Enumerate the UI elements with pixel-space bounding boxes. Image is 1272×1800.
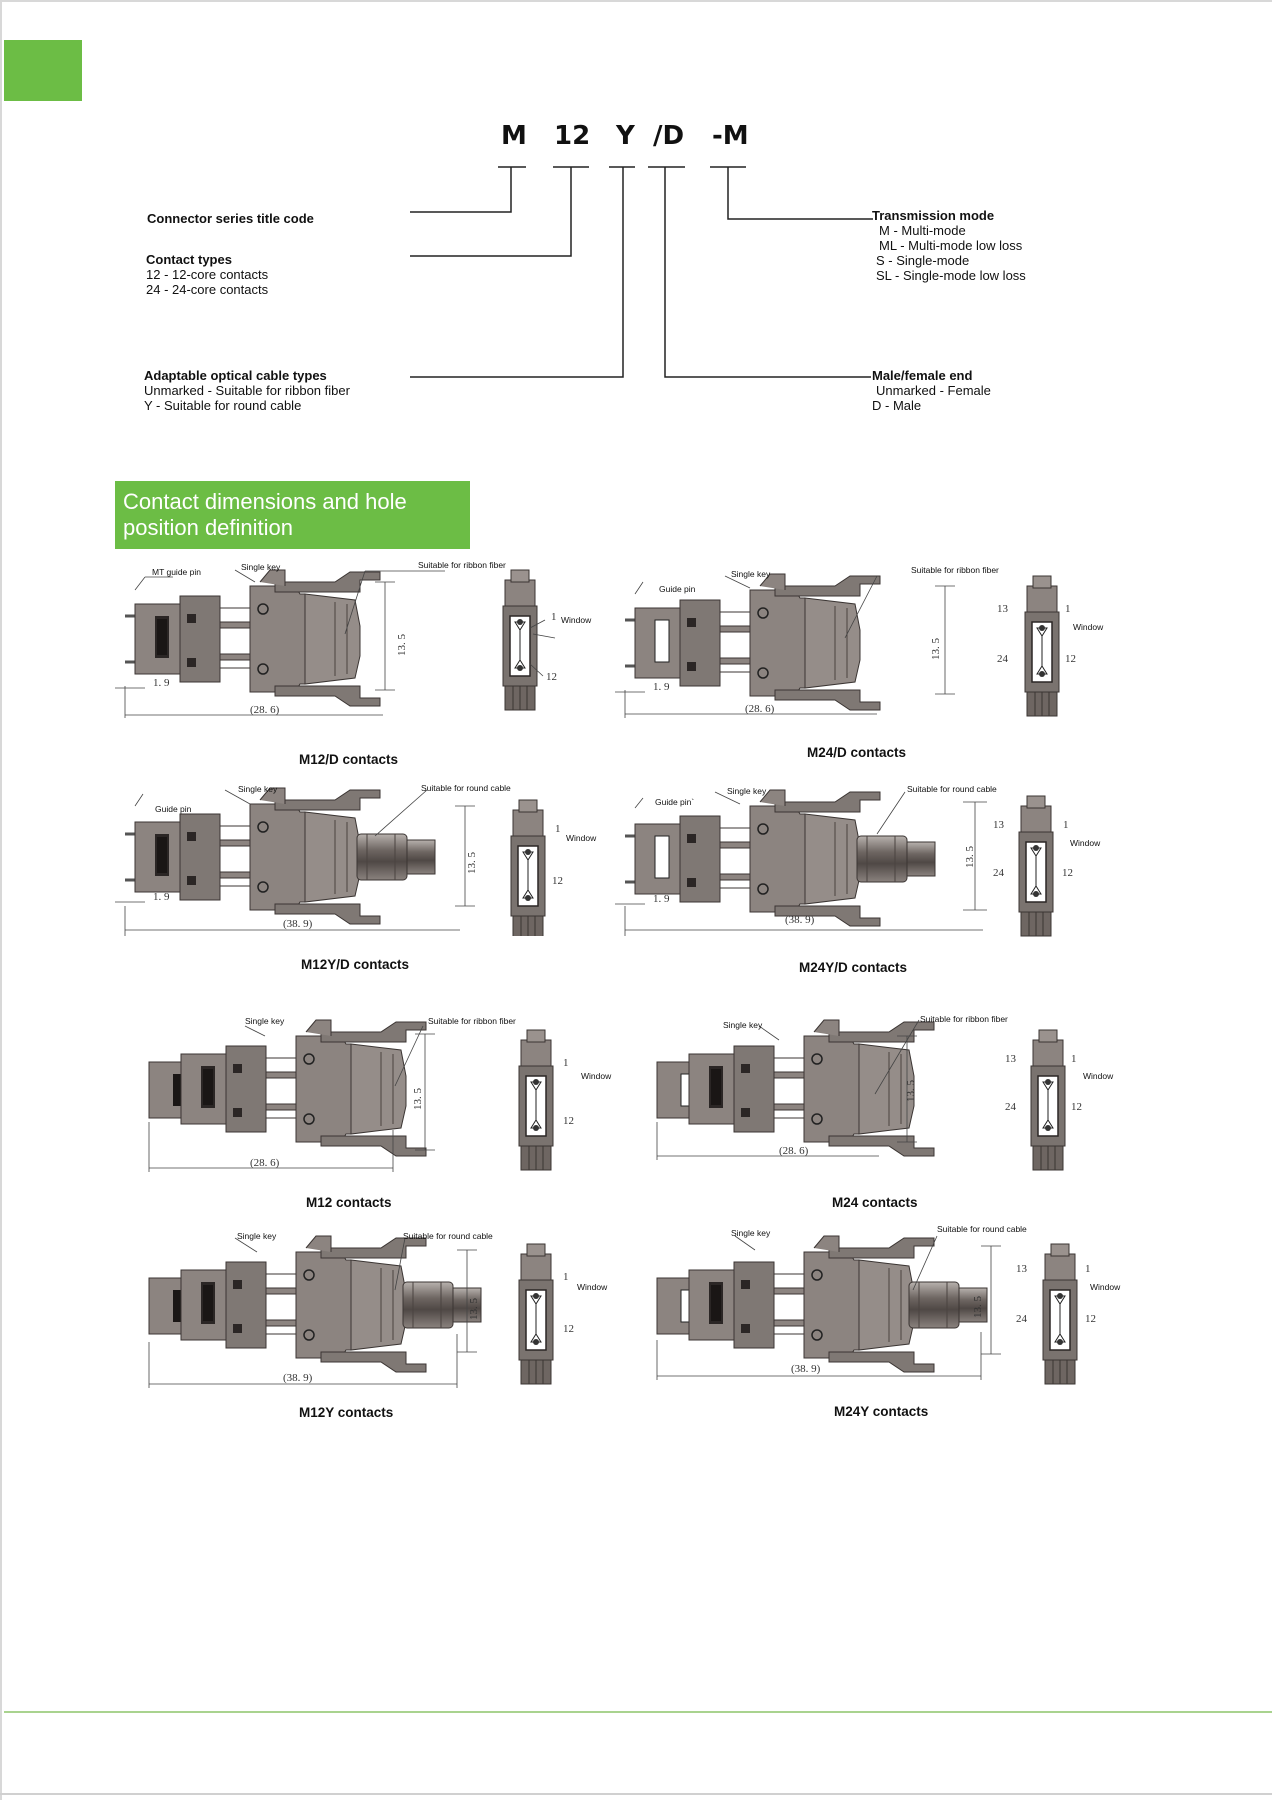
label-window: Window: [566, 833, 597, 843]
label-contact-types: [146, 252, 268, 297]
dim-38-9: (38. 9): [283, 1372, 313, 1384]
pin-12-label: 12: [552, 875, 563, 887]
gender-title: Male/female end: [872, 368, 973, 383]
label-single-key: Single key: [723, 1020, 763, 1030]
dim-38-9: (38. 9): [785, 914, 815, 926]
label-male-female: [872, 368, 991, 413]
code-part-gender: /D: [653, 121, 685, 151]
dim-28-6: (28. 6): [745, 703, 775, 715]
dim-1-9: 1. 9: [153, 891, 170, 903]
dim-13-5: 13. 5: [412, 1088, 424, 1110]
label-transmission-mode: [872, 208, 1026, 283]
drawing-m12: [145, 1010, 645, 1180]
label-suitable-ribbon: Suitable for ribbon fiber: [920, 1014, 1008, 1024]
page-bottom-border: [0, 1793, 1272, 1795]
label-guide-pin: Guide pin: [155, 804, 192, 814]
pin-12-label: 12: [1065, 653, 1076, 665]
label-window: Window: [577, 1282, 608, 1292]
pin-13-label: 13: [1005, 1053, 1016, 1065]
pin-12-label: 12: [1071, 1101, 1082, 1113]
dim-13-5: 13. 5: [396, 634, 408, 656]
pin-24-label: 24: [1005, 1101, 1016, 1113]
caption-m24y: M24Y contacts: [834, 1404, 929, 1419]
cable-types-title: Adaptable optical cable types: [144, 368, 327, 383]
pin-12-label: 12: [546, 671, 557, 683]
section-title: Contact dimensions and hole position definition: [115, 481, 470, 549]
gender-line: D - Male: [872, 398, 922, 413]
label-window: Window: [1070, 838, 1101, 848]
pin-24-label: 24: [1016, 1313, 1027, 1325]
pin-1-label: 1: [1065, 603, 1071, 615]
label-mt-guide-pin: MT guide pin: [152, 567, 201, 577]
dim-13-5: 13. 5: [930, 638, 942, 660]
gender-line: Unmarked - Female: [876, 383, 991, 398]
transmission-line: S - Single-mode: [876, 253, 970, 268]
pin-13-label: 13: [997, 603, 1008, 615]
pin-12-label: 12: [1085, 1313, 1096, 1325]
pin-13-label: 13: [1016, 1263, 1027, 1275]
dim-1-9: 1. 9: [653, 893, 670, 905]
dim-38-9: (38. 9): [283, 918, 313, 930]
pin-24-label: 24: [993, 867, 1004, 879]
label-suitable-round: Suitable for round cable: [403, 1231, 493, 1241]
pin-1-label: 1: [1071, 1053, 1077, 1065]
dim-13-5: 13. 5: [964, 846, 976, 868]
label-window: Window: [1090, 1282, 1121, 1292]
label-suitable-round: Suitable for round cable: [937, 1224, 1027, 1234]
label-window: Window: [1083, 1071, 1114, 1081]
dim-13-5: 13. 5: [466, 852, 478, 874]
code-part-cable: Y: [616, 121, 635, 151]
cable-types-line: Y - Suitable for round cable: [144, 398, 302, 413]
caption-m12d: M12/D contacts: [299, 752, 399, 767]
label-window: Window: [1073, 622, 1104, 632]
caption-m24yd: M24Y/D contacts: [799, 960, 908, 975]
caption-m12y: M12Y contacts: [299, 1405, 394, 1420]
label-single-key: Single key: [727, 786, 767, 796]
label-single-key: Single key: [237, 1231, 277, 1241]
drawing-m24d: [615, 562, 1135, 722]
pin-12-label: 12: [1062, 867, 1073, 879]
dim-28-6: (28. 6): [250, 704, 280, 716]
label-suitable-ribbon: Suitable for ribbon fiber: [911, 565, 999, 575]
dim-13-5: 13. 5: [468, 1298, 480, 1320]
pin-1-label: 1: [563, 1271, 569, 1283]
dim-13-5: 13. 5: [905, 1080, 917, 1102]
dim-1-9: 1. 9: [153, 677, 170, 689]
footer-divider: [4, 1711, 1272, 1713]
dim-13-5: 13. 5: [972, 1296, 984, 1318]
pin-12-label: 12: [563, 1323, 574, 1335]
drawing-m12y: [145, 1224, 645, 1394]
label-window: Window: [561, 615, 592, 625]
dim-28-6: (28. 6): [779, 1145, 809, 1157]
caption-m24d: M24/D contacts: [807, 745, 907, 760]
pin-13-label: 13: [993, 819, 1004, 831]
pin-12-label: 12: [563, 1115, 574, 1127]
label-guide-pin: Guide pin`: [655, 797, 695, 807]
drawing-m24: [655, 1010, 1155, 1180]
dim-38-9: (38. 9): [791, 1363, 821, 1375]
drawing-m12d: [115, 560, 635, 720]
pin-1-label: 1: [555, 823, 561, 835]
transmission-line: ML - Multi-mode low loss: [879, 238, 1023, 253]
pin-1-label: 1: [551, 611, 557, 623]
pin-1-label: 1: [1063, 819, 1069, 831]
code-part-series: M: [501, 121, 527, 151]
contact-types-title: Contact types: [146, 252, 232, 267]
label-window: Window: [581, 1071, 612, 1081]
drawing-m24yd: [615, 778, 1135, 938]
drawing-m12yd: [115, 776, 635, 936]
label-suitable-ribbon: Suitable for ribbon fiber: [428, 1016, 516, 1026]
label-suitable-round: Suitable for round cable: [907, 784, 997, 794]
label-single-key: Single key: [245, 1016, 285, 1026]
caption-m12: M12 contacts: [306, 1195, 392, 1210]
label-single-key: Single key: [731, 1228, 771, 1238]
label-cable-types: [144, 368, 350, 413]
label-series-title: Connector series title code: [147, 211, 314, 226]
transmission-line: M - Multi-mode: [879, 223, 966, 238]
pin-24-label: 24: [997, 653, 1008, 665]
label-guide-pin: Guide pin: [659, 584, 696, 594]
label-suitable-ribbon: Suitable for ribbon fiber: [418, 560, 506, 570]
code-part-mode: -M: [712, 121, 749, 151]
label-suitable-round: Suitable for round cable: [421, 783, 511, 793]
label-single-key: Single key: [241, 562, 281, 572]
label-single-key: Single key: [731, 569, 771, 579]
pin-1-label: 1: [563, 1057, 569, 1069]
dim-1-9: 1. 9: [653, 681, 670, 693]
pin-1-label: 1: [1085, 1263, 1091, 1275]
code-part-contacts: 12: [554, 121, 591, 151]
transmission-line: SL - Single-mode low loss: [876, 268, 1026, 283]
dim-28-6: (28. 6): [250, 1157, 280, 1169]
transmission-title: Transmission mode: [872, 208, 995, 223]
caption-m12yd: M12Y/D contacts: [301, 957, 410, 972]
label-single-key: Single key: [238, 784, 278, 794]
contact-types-line: 24 - 24-core contacts: [146, 282, 269, 297]
caption-m24: M24 contacts: [832, 1195, 918, 1210]
cable-types-line: Unmarked - Suitable for ribbon fiber: [144, 383, 350, 398]
drawing-m24y: [655, 1222, 1155, 1392]
contact-types-line: 12 - 12-core contacts: [146, 267, 269, 282]
